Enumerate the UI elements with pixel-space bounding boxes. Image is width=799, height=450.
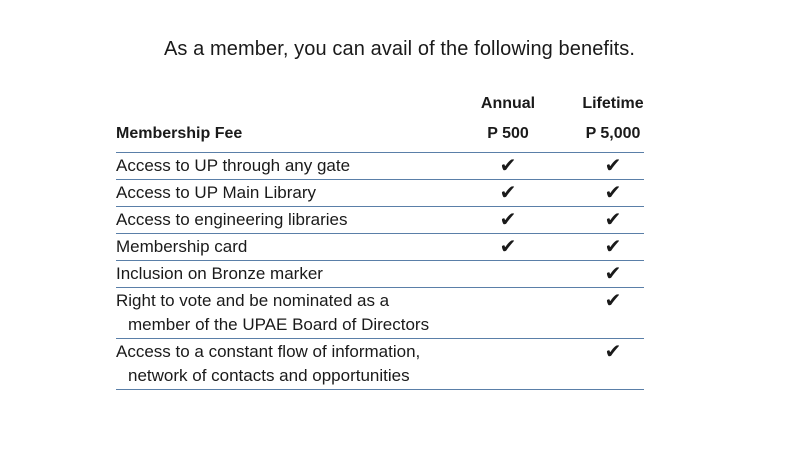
annual-check-icon: ✔ <box>499 209 517 231</box>
lifetime-check-icon: ✔ <box>604 182 622 204</box>
table-row <box>116 339 644 390</box>
lifetime-check-icon: ✔ <box>604 341 622 363</box>
benefit-label <box>116 339 466 389</box>
column-header-annual: Annual <box>480 95 536 112</box>
benefit-line-2: member of the UPAE Board of Directors <box>128 315 430 334</box>
membership-fee-label: Membership Fee <box>116 125 243 142</box>
lifetime-fee-value: P 5,000 <box>585 125 641 142</box>
annual-check-icon: ✔ <box>499 182 517 204</box>
table-row <box>116 207 644 234</box>
lifetime-check-icon: ✔ <box>604 155 622 177</box>
table-row <box>116 288 644 339</box>
table-row <box>116 153 644 180</box>
table-row <box>116 180 644 207</box>
benefit-line-1: Access to UP Main Library <box>116 183 316 202</box>
benefit-label <box>116 234 466 260</box>
benefit-label <box>116 180 466 206</box>
benefit-line-1: Access to UP through any gate <box>116 156 351 175</box>
page-title: As a member, you can avail of the following benefits. <box>163 38 636 60</box>
benefits-table <box>116 152 644 390</box>
benefit-label <box>116 207 466 233</box>
table-row <box>116 234 644 261</box>
benefit-line-1: Inclusion on Bronze marker <box>116 264 323 283</box>
annual-check-icon: ✔ <box>499 155 517 177</box>
benefit-line-1: Right to vote and be nominated as a <box>116 291 390 310</box>
lifetime-check-icon: ✔ <box>604 236 622 258</box>
benefit-label <box>116 261 466 287</box>
lifetime-check-icon: ✔ <box>604 263 622 285</box>
lifetime-check-icon: ✔ <box>604 290 622 312</box>
table-row <box>116 261 644 288</box>
lifetime-check-icon: ✔ <box>604 209 622 231</box>
benefit-line-1: Access to engineering libraries <box>116 210 348 229</box>
annual-check-icon: ✔ <box>499 236 517 258</box>
benefit-line-2: network of contacts and opportunities <box>128 366 410 385</box>
benefit-line-1: Membership card <box>116 237 248 256</box>
benefit-label <box>116 153 466 179</box>
benefit-label <box>116 288 466 338</box>
benefit-line-1: Access to a constant flow of information, <box>116 342 421 361</box>
annual-fee-value: P 500 <box>487 125 529 142</box>
column-header-lifetime: Lifetime <box>582 95 644 112</box>
